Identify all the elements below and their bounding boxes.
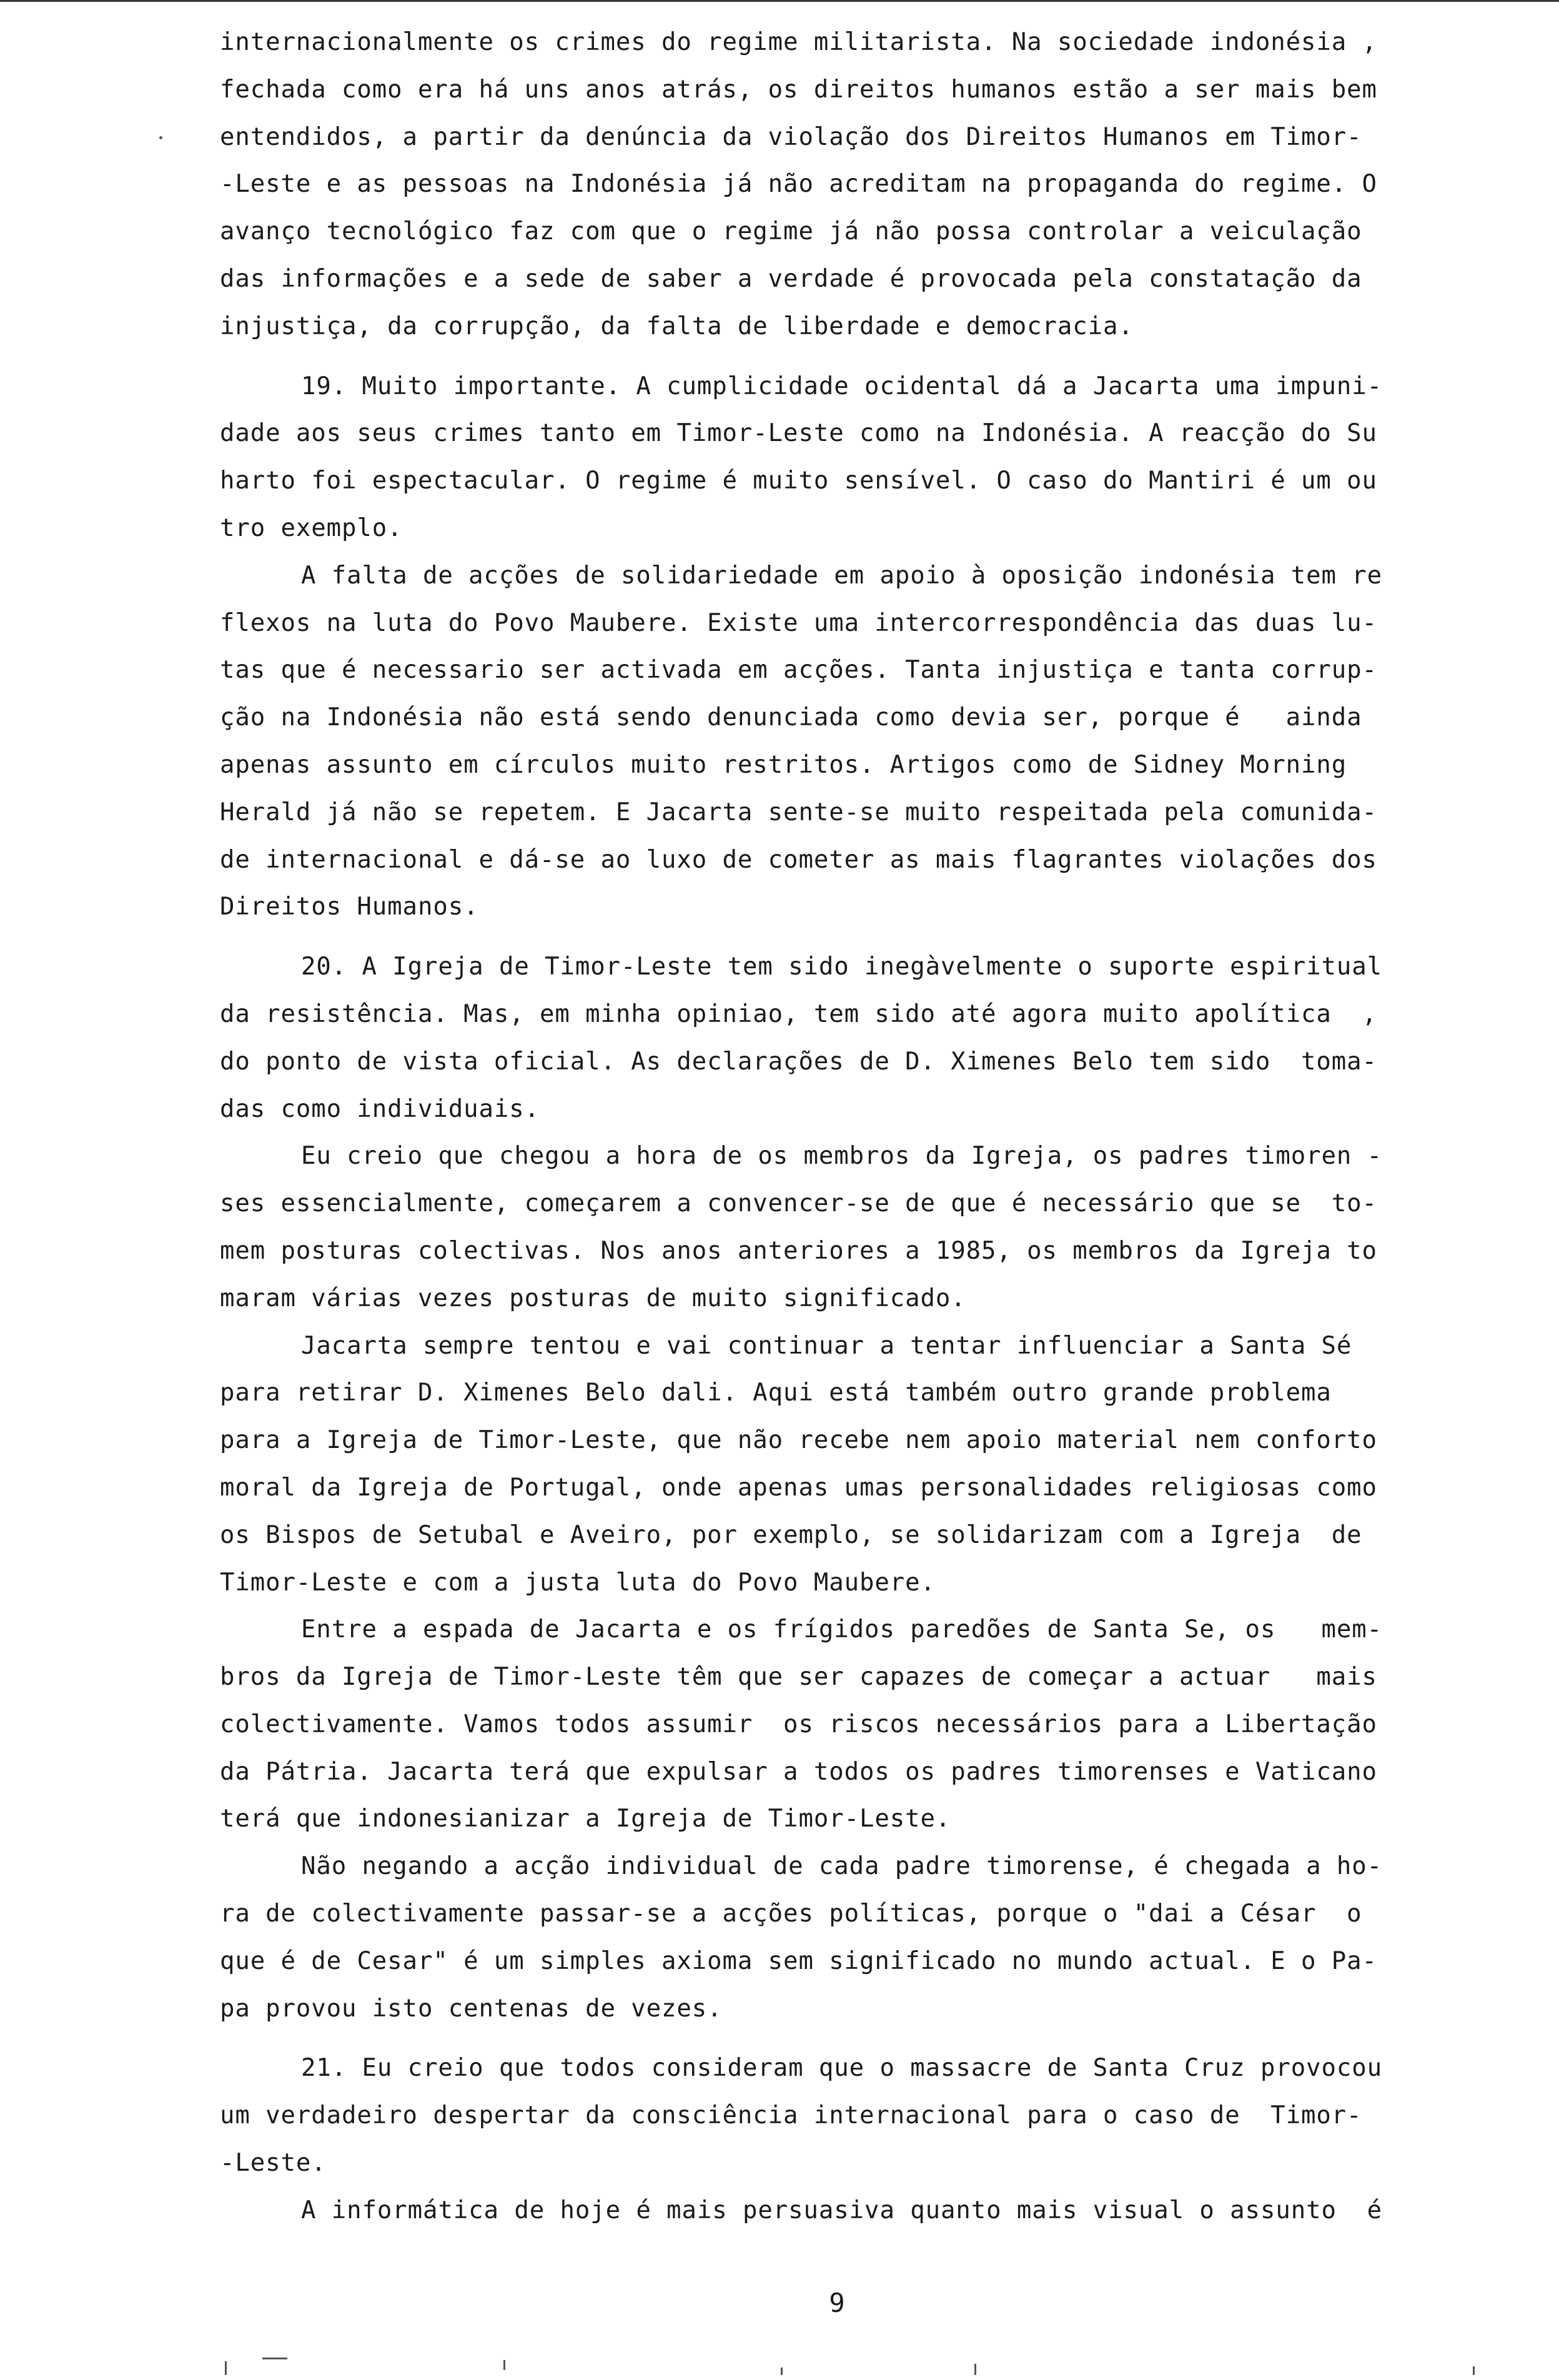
- text-line: -Leste e as pessoas na Indonésia já não acreditam na propaganda do regime. O: [220, 170, 1377, 199]
- text-line: ção na Indonésia não está sendo denunciada como devia ser, porque é ainda: [220, 703, 1362, 732]
- page-number: 9: [829, 2288, 845, 2318]
- text-line: pa provou isto centenas de vezes.: [220, 1994, 723, 2023]
- text-line: Jacarta sempre tentou e vai continuar a tentar influenciar a Santa Sé: [301, 1331, 1352, 1360]
- paragraph: [220, 1322, 1507, 1607]
- text-line: um verdadeiro despertar da consciência internacional para o caso de Timor-: [220, 2101, 1362, 2130]
- paragraph-numbered: [220, 363, 1507, 552]
- text-line: das informações e a sede de saber a verdade é provocada pela constatação da: [220, 264, 1362, 293]
- scan-speck: [262, 2358, 287, 2359]
- text-line: internacionalmente os crimes do regime militarista. Na sociedade indonésia ,: [220, 28, 1377, 56]
- text-line: para retirar D. Ximenes Belo dali. Aqui está também outro grande problema: [220, 1379, 1332, 1407]
- text-line: da Pátria. Jacarta terá que expulsar a todos os padres timorenses e Vaticano: [220, 1757, 1377, 1786]
- paragraph: [220, 1133, 1507, 1322]
- text-line: 19. Muito importante. A cumplicidade ocidental dá a Jacarta uma impuni-: [301, 372, 1382, 400]
- paragraph: [220, 2187, 1507, 2234]
- paragraph: [220, 1606, 1507, 1843]
- scan-speck: [225, 2361, 227, 2375]
- text-line: Não negando a acção individual de cada padre timorense, é chegada a ho-: [301, 1852, 1382, 1881]
- text-line: tas que é necessario ser activada em acções. Tanta injustiça e tanta corrup-: [220, 656, 1377, 685]
- text-line: Eu creio que chegou a hora de os membros da Igreja, os padres timoren -: [301, 1142, 1382, 1171]
- text-line: Direitos Humanos.: [220, 893, 479, 921]
- scan-speck: [974, 2364, 976, 2375]
- paragraph-gap: [220, 2032, 1507, 2045]
- paragraph-numbered: [220, 2045, 1507, 2186]
- text-line: terá que indonesianizar a Igreja de Timor-Leste.: [220, 1805, 951, 1833]
- paragraph: [220, 552, 1507, 931]
- text-line: ra de colectivamente passar-se a acções políticas, porque o "dai a César o: [220, 1900, 1362, 1928]
- text-line: harto foi espectacular. O regime é muito sensível. O caso do Mantiri é um ou: [220, 467, 1377, 495]
- page-top-edge: [0, 0, 1559, 2]
- scan-speck: [781, 2368, 783, 2375]
- text-line: colectivamente. Vamos todos assumir os riscos necessários para a Libertação: [220, 1710, 1377, 1738]
- scan-speck: [159, 136, 162, 139]
- text-line: Timor-Leste e com a justa luta do Povo Maubere.: [220, 1568, 936, 1597]
- text-line: A informática de hoje é mais persuasiva quanto mais visual o assunto é: [301, 2196, 1382, 2224]
- paragraph: [220, 19, 1507, 350]
- text-line: fechada como era há uns anos atrás, os direitos humanos estão a ser mais bem: [220, 75, 1377, 104]
- text-line: maram várias vezes posturas de muito significado.: [220, 1284, 966, 1312]
- text-line: apenas assunto em círculos muito restritos. Artigos como de Sidney Morning: [220, 750, 1347, 779]
- document-body: [220, 19, 1507, 2234]
- paragraph-gap: [220, 931, 1507, 943]
- text-line: mem posturas colectivas. Nos anos anteriores a 1985, os membros da Igreja to: [220, 1236, 1377, 1265]
- text-line: A falta de acções de solidariedade em apoio à oposição indonésia tem re: [301, 561, 1382, 590]
- text-line: bros da Igreja de Timor-Leste têm que ser capazes de começar a actuar mais: [220, 1663, 1377, 1692]
- text-line: avanço tecnológico faz com que o regime já não possa controlar a veiculação: [220, 217, 1362, 246]
- text-line: Entre a espada de Jacarta e os frígidos paredões de Santa Se, os mem-: [301, 1615, 1382, 1644]
- text-line: moral da Igreja de Portugal, onde apenas umas personalidades religiosas como: [220, 1473, 1377, 1502]
- text-line: de internacional e dá-se ao luxo de cometer as mais flagrantes violações dos: [220, 845, 1377, 874]
- scan-speck: [1473, 2366, 1475, 2375]
- text-line: para a Igreja de Timor-Leste, que não recebe nem apoio material nem conforto: [220, 1426, 1377, 1455]
- text-line: Herald já não se repetem. E Jacarta sente-se muito respeitada pela comunida-: [220, 798, 1377, 826]
- text-line: os Bispos de Setubal e Aveiro, por exemplo, se solidarizam com a Igreja de: [220, 1520, 1362, 1549]
- text-line: das como individuais.: [220, 1094, 540, 1123]
- text-line: que é de Cesar" é um simples axioma sem significado no mundo actual. E o Pa-: [220, 1946, 1377, 1975]
- text-line: tro exemplo.: [220, 513, 403, 542]
- paragraph: [220, 1843, 1507, 2032]
- paragraph-gap: [220, 350, 1507, 363]
- text-line: injustiça, da corrupção, da falta de liberdade e democracia.: [220, 312, 1134, 340]
- text-line: do ponto de vista oficial. As declarações de D. Ximenes Belo tem sido toma-: [220, 1047, 1377, 1076]
- text-line: 20. A Igreja de Timor-Leste tem sido inegàvelmente o suporte espiritual: [301, 953, 1382, 981]
- text-line: da resistência. Mas, em minha opiniao, tem sido até agora muito apolítica ,: [220, 999, 1377, 1028]
- text-line: entendidos, a partir da denúncia da violação dos Direitos Humanos em Timor-: [220, 122, 1362, 151]
- text-line: dade aos seus crimes tanto em Timor-Leste como na Indonésia. A reacção do Su: [220, 419, 1377, 448]
- text-line: flexos na luta do Povo Maubere. Existe uma intercorrespondência das duas lu-: [220, 608, 1377, 637]
- paragraph-numbered: [220, 943, 1507, 1133]
- text-line: -Leste.: [220, 2149, 327, 2178]
- text-line: ses essencialmente, começarem a convencer-se de que é necessário que se to-: [220, 1189, 1377, 1218]
- text-line: 21. Eu creio que todos consideram que o massacre de Santa Cruz provocou: [301, 2054, 1382, 2083]
- scan-speck: [503, 2360, 505, 2370]
